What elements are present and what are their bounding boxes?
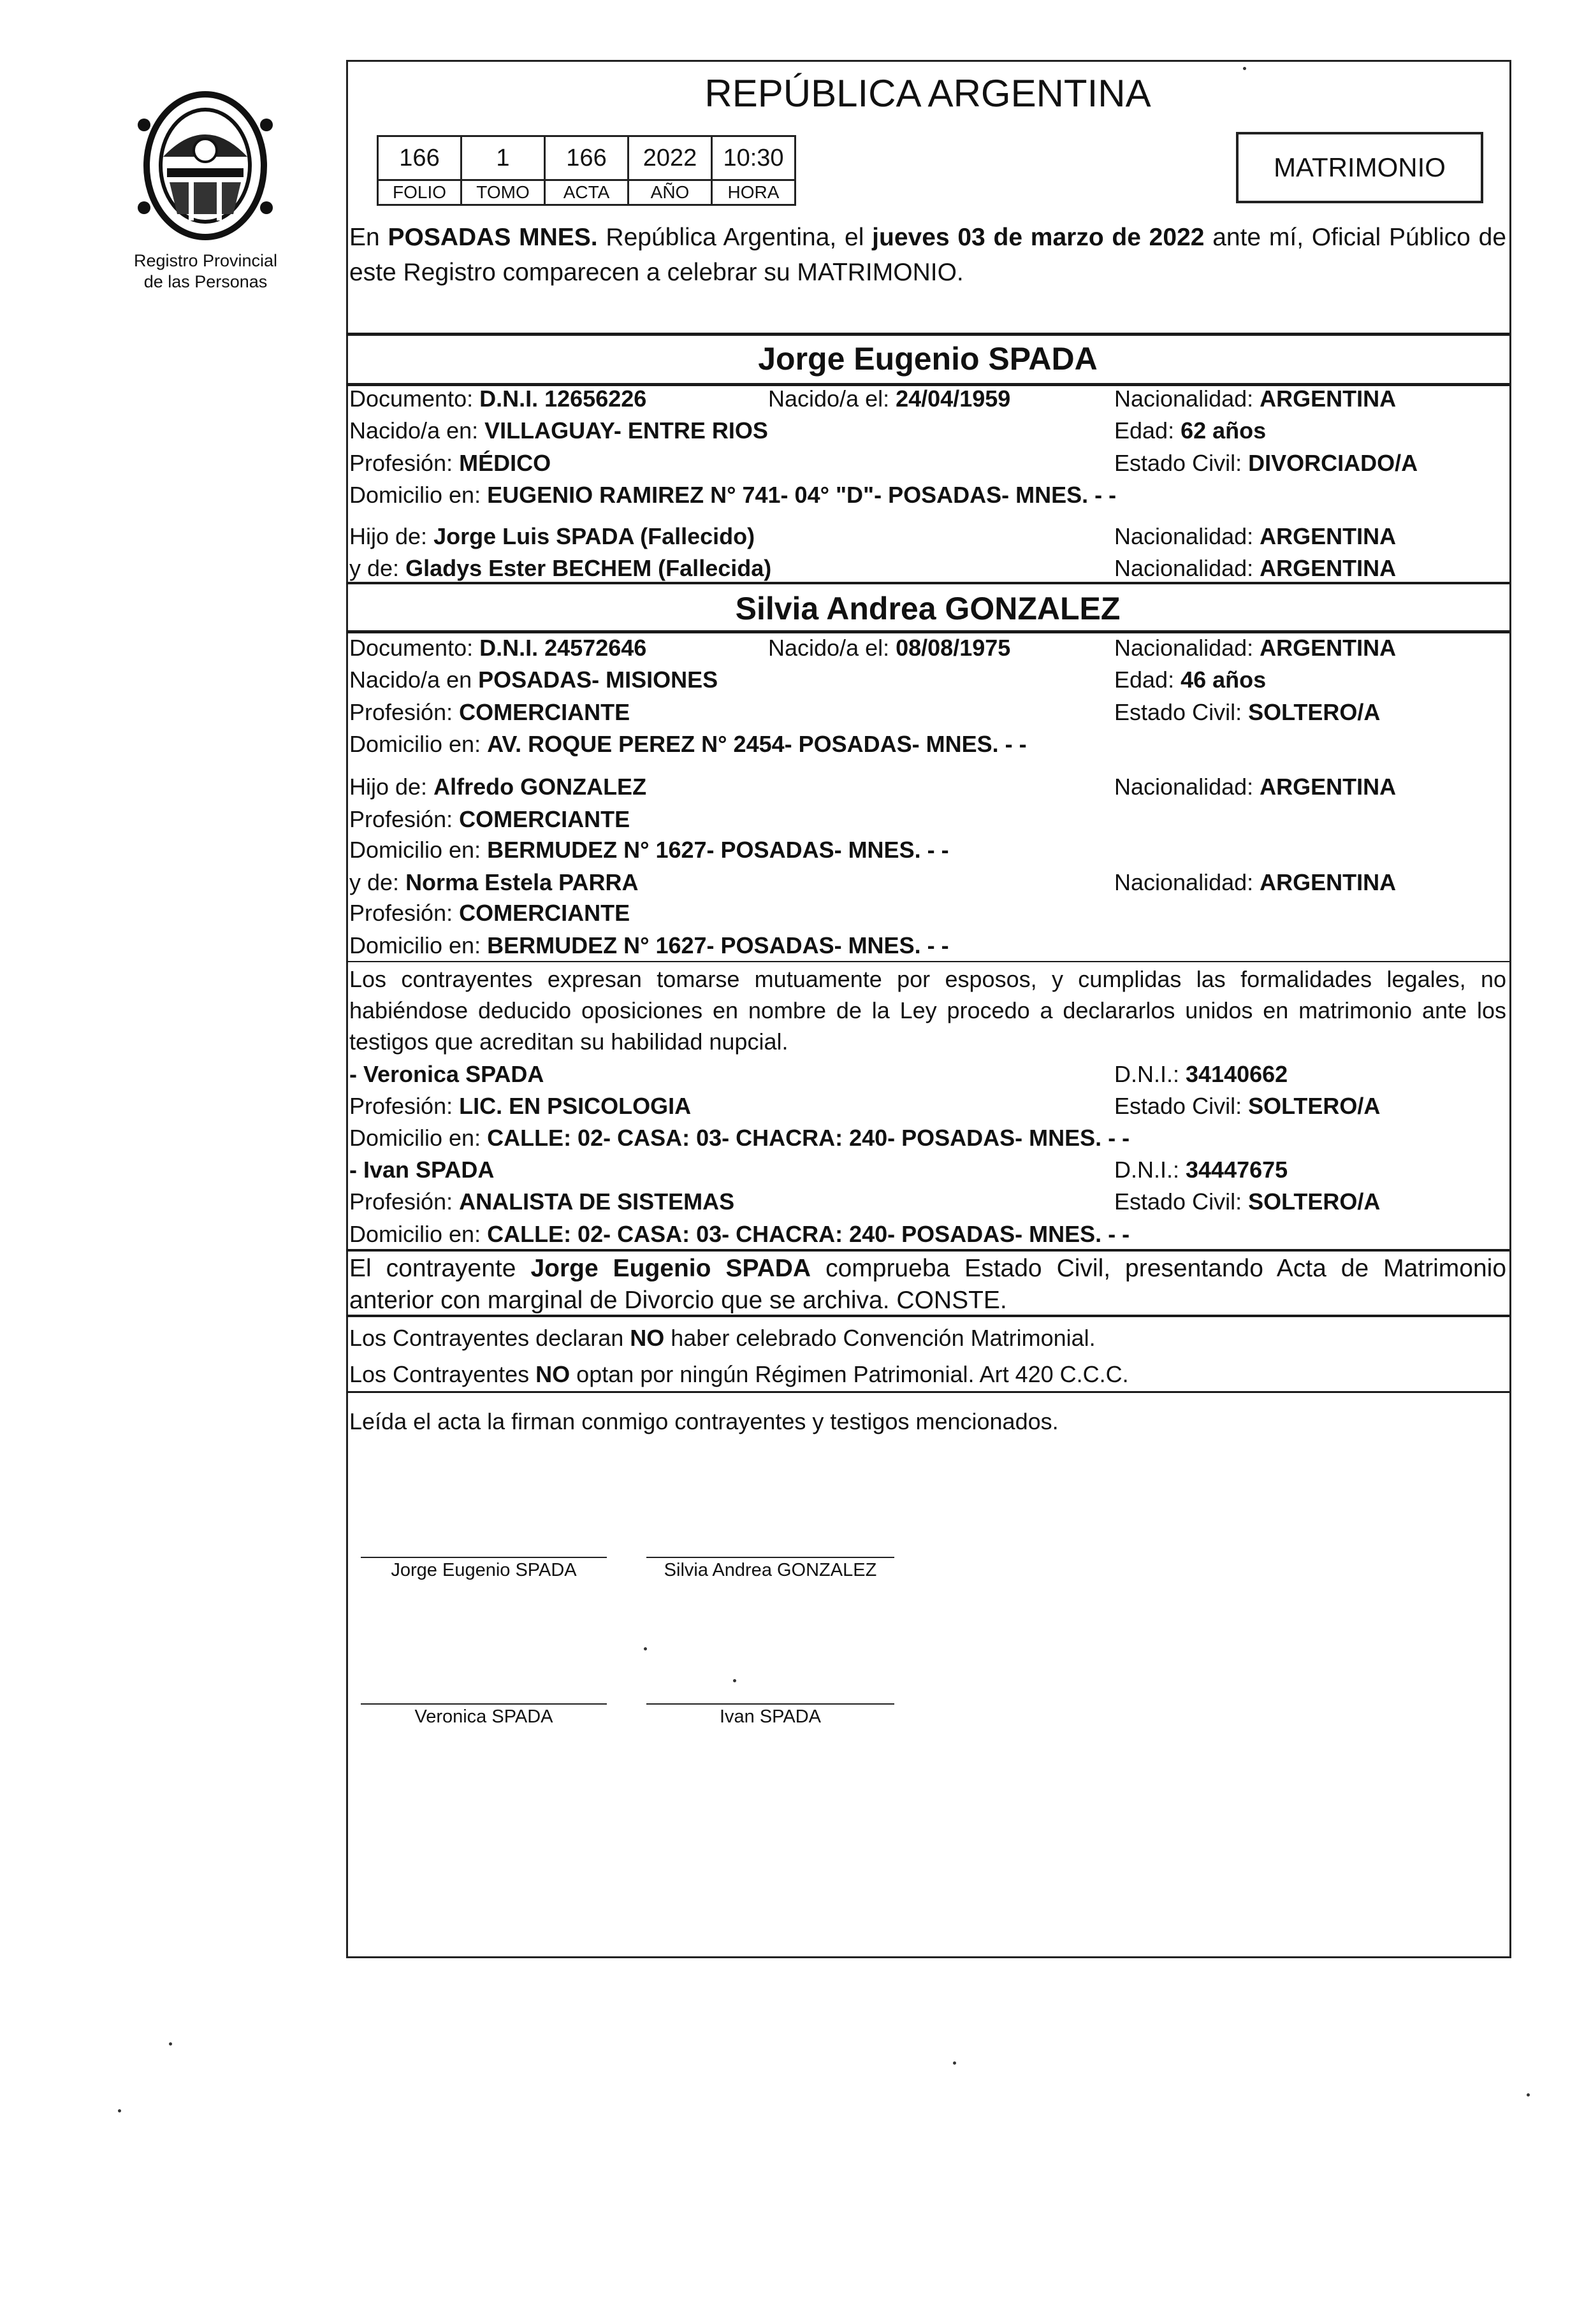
field-value: ARGENTINA [1260, 386, 1397, 412]
detail-row [349, 835, 1506, 865]
detail-field [349, 804, 630, 835]
detail-field [1114, 867, 1396, 898]
signature-line [361, 1703, 607, 1705]
field-value: 62 años [1181, 417, 1267, 444]
field-label: Hijo de: [349, 523, 434, 549]
signature-line [646, 1703, 894, 1705]
field-value: SOLTERO/A [1248, 699, 1381, 725]
regime-no: NO [535, 1361, 570, 1387]
detail-field [349, 1091, 691, 1122]
detail-row [349, 697, 1506, 728]
year-label: AÑO [629, 180, 712, 205]
detail-row [349, 521, 1506, 552]
registry-caption [96, 250, 316, 292]
scan-speck [733, 1679, 736, 1682]
detail-field [1114, 384, 1396, 414]
field-label: y de: [349, 869, 406, 895]
field-label: Estado Civil: [1114, 699, 1249, 725]
detail-field [349, 772, 646, 802]
registry-line-1: Registro Provincial [133, 251, 278, 270]
field-value: ARGENTINA [1260, 555, 1397, 581]
detail-row [349, 1219, 1506, 1250]
field-value: ANALISTA DE SISTEMAS [459, 1188, 735, 1215]
detail-row [349, 930, 1506, 961]
field-value: CALLE: 02- CASA: 03- CHACRA: 240- POSADAS- MNES. - - [487, 1125, 1130, 1151]
field-label: Nacionalidad: [1114, 774, 1260, 800]
detail-field [349, 665, 718, 695]
field-value: ARGENTINA [1260, 774, 1397, 800]
note-text: comprueba Estado Civil, presentando Acta de Matrimonio anterior con marginal de Divorcio que se archiva. CONSTE. [349, 1255, 1507, 1314]
document-title: REPÚBLICA ARGENTINA [704, 72, 1151, 115]
intro-paragraph [349, 220, 1506, 290]
detail-field [349, 480, 1116, 510]
field-label: Domicilio en: [349, 482, 488, 508]
detail-row [349, 448, 1506, 479]
acta-value: 166 [545, 136, 629, 180]
folio-value: 166 [378, 136, 461, 180]
field-value: Alfredo GONZALEZ [433, 774, 647, 800]
intro-text: República Argentina, el [597, 224, 873, 251]
detail-field [349, 415, 768, 446]
detail-field [1114, 697, 1380, 728]
field-label: Domicilio en: [349, 837, 488, 863]
regime-text: Los Contrayentes [349, 1361, 536, 1387]
field-value: Jorge Luis SPADA (Fallecido) [433, 523, 755, 549]
intro-place: POSADAS MNES. [388, 224, 598, 251]
field-value: - Veronica SPADA [349, 1061, 544, 1087]
detail-field [1114, 553, 1396, 584]
field-value: SOLTERO/A [1248, 1188, 1381, 1215]
field-value: ARGENTINA [1260, 869, 1397, 895]
detail-row [349, 729, 1506, 760]
field-label: Profesión: [349, 1188, 460, 1215]
detail-field [349, 1219, 1130, 1250]
detail-field [768, 633, 1010, 663]
detail-row [349, 1155, 1506, 1185]
field-label: Domicilio en: [349, 932, 488, 958]
signature-label: Silvia Andrea GONZALEZ [664, 1560, 877, 1580]
detail-row [349, 480, 1506, 510]
detail-field [1114, 1059, 1288, 1090]
detail-row [349, 1059, 1506, 1090]
field-label: Profesión: [349, 450, 460, 476]
closing-statement: Leída el acta la firman conmigo contrayentes y testigos mencionados. [349, 1408, 1059, 1434]
detail-field [1114, 1091, 1380, 1122]
note-name: Jorge Eugenio SPADA [530, 1255, 811, 1282]
divider [346, 1391, 1509, 1393]
field-value: VILLAGUAY- ENTRE RIOS [484, 417, 768, 444]
detail-row [349, 553, 1506, 584]
scan-speck [953, 2061, 956, 2065]
field-value: - Ivan SPADA [349, 1157, 495, 1183]
signature-label: Veronica SPADA [414, 1707, 553, 1727]
detail-row [349, 1123, 1506, 1153]
scan-speck [118, 2109, 121, 2112]
detail-field [1114, 521, 1396, 552]
field-value: LIC. EN PSICOLOGIA [459, 1093, 692, 1119]
detail-field [1114, 415, 1266, 446]
detail-field [349, 898, 630, 928]
field-label: Nacionalidad: [1114, 869, 1260, 895]
signature-line [646, 1557, 894, 1558]
regime-text: optan por ningún Régimen Patrimonial. Art 420 C.C.C. [570, 1361, 1129, 1387]
field-value: ARGENTINA [1260, 523, 1397, 549]
detail-field [349, 835, 949, 865]
signature-label: Ivan SPADA [719, 1707, 822, 1727]
detail-field [1114, 633, 1396, 663]
detail-field [349, 553, 771, 584]
field-value: ARGENTINA [1260, 635, 1397, 661]
detail-field [349, 1123, 1130, 1153]
detail-field [349, 521, 755, 552]
field-label: Nacido/a en: [349, 417, 485, 444]
detail-row [349, 665, 1506, 695]
convention-text: Los Contrayentes declaran [349, 1325, 630, 1351]
civil-status-note [349, 1253, 1506, 1317]
detail-field [349, 1187, 734, 1217]
intro-text: En [349, 224, 388, 251]
field-label: Nacido/a el: [768, 386, 896, 412]
convention-text: haber celebrado Convención Matrimonial. [664, 1325, 1096, 1351]
field-value: Norma Estela PARRA [405, 869, 639, 895]
field-label: Nacionalidad: [1114, 386, 1260, 412]
field-label: Domicilio en: [349, 1125, 488, 1151]
detail-field [349, 633, 646, 663]
detail-field [1114, 665, 1266, 695]
field-value: POSADAS- MISIONES [478, 667, 718, 693]
convention-no: NO [630, 1325, 665, 1351]
intro-text: ante mí, Oficial Público de este Registro comparecen a celebrar su MATRIMONIO. [349, 224, 1507, 286]
field-value: 34447675 [1186, 1157, 1288, 1183]
field-label: Profesión: [349, 1093, 460, 1119]
detail-field [349, 448, 551, 479]
contrayente-1-name: Jorge Eugenio SPADA [758, 341, 1098, 377]
detail-field [349, 729, 1027, 760]
provincial-seal-logo [125, 87, 286, 248]
folio-label: FOLIO [378, 180, 461, 205]
detail-row [349, 898, 1506, 928]
field-value: CALLE: 02- CASA: 03- CHACRA: 240- POSADAS- MNES. - - [487, 1221, 1130, 1247]
declaration-paragraph: Los contrayentes expresan tomarse mutuamente por esposos, y cumplidas las formalidades legales, no habiéndose deducido oposiciones en nombre de la Ley procedo a declararlos unidos en matrimonio ante los testigos que acreditan su habilidad nupcial. [349, 966, 1506, 1055]
detail-field [349, 1155, 494, 1185]
field-value: Gladys Ester BECHEM (Fallecida) [405, 555, 772, 581]
signature-line [361, 1557, 607, 1558]
detail-field [1114, 772, 1396, 802]
field-value: D.N.I. 24572646 [479, 635, 647, 661]
detail-row [349, 804, 1506, 835]
detail-field [1114, 1187, 1380, 1217]
hour-label: HORA [712, 180, 796, 205]
detail-row [349, 633, 1506, 663]
field-label: Edad: [1114, 417, 1181, 444]
field-label: Estado Civil: [1114, 1093, 1249, 1119]
detail-row [349, 772, 1506, 802]
field-label: Edad: [1114, 667, 1181, 693]
field-label: Profesión: [349, 699, 460, 725]
divider [346, 961, 1509, 962]
field-label: D.N.I.: [1114, 1157, 1186, 1183]
scan-speck [169, 2042, 172, 2046]
field-value: 34140662 [1186, 1061, 1288, 1087]
field-label: Nacionalidad: [1114, 523, 1260, 549]
scan-speck [1243, 67, 1246, 70]
field-label: Profesión: [349, 806, 460, 832]
field-value: COMERCIANTE [459, 900, 630, 926]
detail-field [349, 697, 630, 728]
contrayente-2-name: Silvia Andrea GONZALEZ [735, 591, 1121, 626]
field-label: Nacionalidad: [1114, 555, 1260, 581]
tomo-label: TOMO [461, 180, 545, 205]
detail-row [349, 1091, 1506, 1122]
field-label: Hijo de: [349, 774, 434, 800]
field-label: Nacionalidad: [1114, 635, 1260, 661]
patrimonial-regime-line [349, 1359, 1506, 1390]
detail-field [349, 1059, 544, 1090]
field-label: Estado Civil: [1114, 450, 1249, 476]
field-label: Domicilio en: [349, 1221, 488, 1247]
field-value: D.N.I. 12656226 [479, 386, 647, 412]
field-label: Estado Civil: [1114, 1188, 1249, 1215]
field-value: BERMUDEZ N° 1627- POSADAS- MNES. - - [487, 837, 949, 863]
intro-date: jueves 03 de marzo de 2022 [872, 224, 1205, 251]
divider [346, 333, 1509, 336]
field-value: EUGENIO RAMIREZ N° 741- 04° "D"- POSADAS- MNES. - - [487, 482, 1117, 508]
hour-value: 10:30 [712, 136, 796, 180]
field-value: COMERCIANTE [459, 806, 630, 832]
field-value: 24/04/1959 [896, 386, 1011, 412]
field-label: Domicilio en: [349, 731, 488, 757]
field-value: 46 años [1181, 667, 1267, 693]
record-table [377, 135, 796, 206]
field-value: BERMUDEZ N° 1627- POSADAS- MNES. - - [487, 932, 949, 958]
year-value: 2022 [629, 136, 712, 180]
acta-label: ACTA [545, 180, 629, 205]
tomo-value: 1 [461, 136, 545, 180]
field-label: D.N.I.: [1114, 1061, 1186, 1087]
detail-field [1114, 448, 1418, 479]
detail-row [349, 384, 1506, 414]
scan-speck [644, 1647, 647, 1650]
field-label: Documento: [349, 386, 480, 412]
field-label: Profesión: [349, 900, 460, 926]
detail-row [349, 867, 1506, 898]
detail-row [349, 1187, 1506, 1217]
scan-speck [1527, 2093, 1530, 2097]
detail-field [1114, 1155, 1288, 1185]
field-value: AV. ROQUE PEREZ N° 2454- POSADAS- MNES. - - [487, 731, 1027, 757]
detail-field [349, 867, 639, 898]
field-label: Nacido/a en [349, 667, 479, 693]
field-value: DIVORCIADO/A [1248, 450, 1418, 476]
note-text: El contrayente [349, 1255, 531, 1282]
field-label: y de: [349, 555, 406, 581]
field-label: Nacido/a el: [768, 635, 896, 661]
convention-line [349, 1323, 1506, 1353]
field-value: 08/08/1975 [896, 635, 1011, 661]
field-value: COMERCIANTE [459, 699, 630, 725]
detail-field [349, 930, 949, 961]
record-type-box: MATRIMONIO [1236, 132, 1483, 203]
signature-label: Jorge Eugenio SPADA [391, 1560, 577, 1580]
detail-row [349, 415, 1506, 446]
detail-field [768, 384, 1010, 414]
detail-field [349, 384, 646, 414]
field-value: MÉDICO [459, 450, 551, 476]
registry-line-2: de las Personas [143, 272, 268, 291]
field-label: Documento: [349, 635, 480, 661]
field-value: SOLTERO/A [1248, 1093, 1381, 1119]
